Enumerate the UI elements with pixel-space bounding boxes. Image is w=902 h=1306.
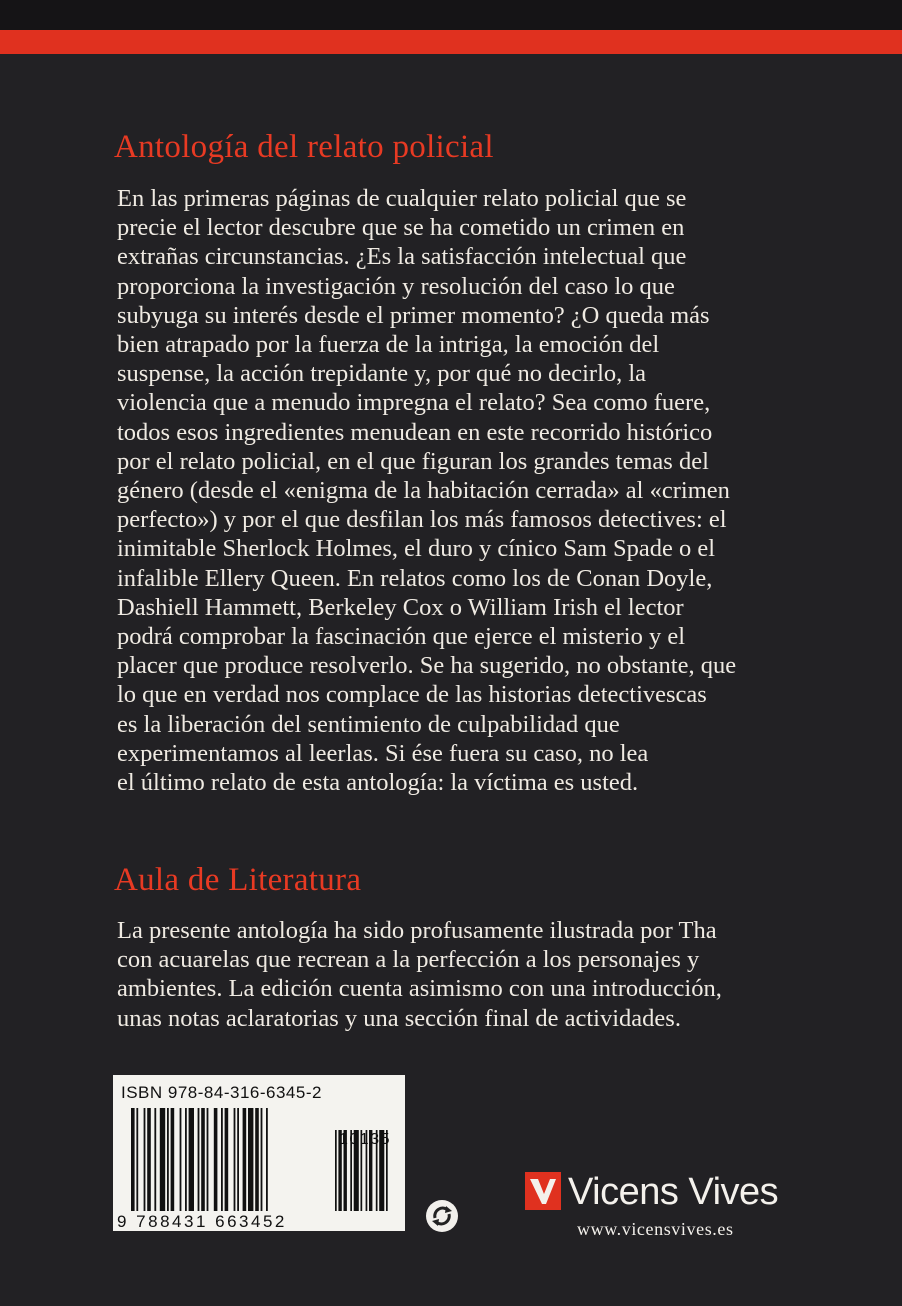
ean-number: 9 788431 663452 (117, 1212, 287, 1231)
antologia-text-line: perfecto») y por el que desfilan los más famosos detectives: el (117, 506, 727, 534)
antologia-text-line: extrañas circunstancias. ¿Es la satisfacción intelectual que (117, 243, 687, 271)
antologia-text-line: el último relato de esta antología: la víctima es usted. (117, 769, 639, 797)
red-stripe (0, 30, 902, 54)
aula-text-line: La presente antología ha sido profusamente ilustrada por Tha (117, 917, 717, 944)
isbn-text: ISBN 978-84-316-6345-2 (121, 1083, 322, 1102)
section-title-antologia: Antología del relato policial (114, 129, 494, 165)
antologia-text-line: todos esos ingredientes menudean en este recorrido histórico (117, 418, 713, 446)
antologia-text-line: género (desde el «enigma de la habitación cerrada» al «crimen (117, 477, 730, 505)
antologia-text-line: proporciona la investigación y resolución del caso lo que (117, 272, 675, 300)
antologia-text-line: inimitable Sherlock Holmes, el duro y cínico Sam Spade o el (117, 535, 716, 563)
antologia-text-line: lo que en verdad nos complace de las historias detectivescas (117, 681, 707, 709)
antologia-text-line: infalible Ellery Queen. En relatos como los de Conan Doyle, (117, 564, 713, 592)
top-border (0, 0, 902, 30)
publisher-url: www.vicensvives.es (577, 1219, 734, 1239)
section-body-aula (117, 916, 817, 1033)
aula-text-line: unas notas aclaratorias y una sección final de actividades. (117, 1004, 681, 1032)
section-title-aula: Aula de Literatura (114, 862, 362, 898)
antologia-text-line: subyuga su interés desde el primer momento? ¿O queda más (117, 301, 710, 329)
antologia-text-line: precie el lector descubre que se ha cometido un crimen en (117, 214, 685, 242)
antologia-text-line: bien atrapado por la fuerza de la intriga, la emoción del (117, 331, 660, 359)
aula-text-line: ambientes. La edición cuenta asimismo con una introducción, (117, 975, 722, 1003)
vicens-vives-logo-icon (525, 1172, 561, 1210)
antologia-text-line: Dashiell Hammett, Berkeley Cox o William Irish el lector (117, 593, 684, 621)
antologia-text-line: placer que produce resolverlo. Se ha sugerido, no obstante, que (117, 652, 737, 680)
antologia-text-line: violencia que a menudo impregna el relato? Sea como fuere, (117, 389, 711, 417)
barcode-addon: 10135 (339, 1131, 391, 1148)
barcode-label (113, 1075, 405, 1231)
antologia-text-line: podrá comprobar la fascinación que ejerce el misterio y el (117, 623, 686, 651)
recycle-icon (424, 1198, 460, 1234)
publisher-name: Vicens Vives (568, 1171, 779, 1213)
aula-text-line: con acuarelas que recrean a la perfección a los personajes y (117, 946, 700, 974)
antologia-text-line: experimentamos al leerlas. Si ése fuera su caso, no lea (117, 739, 649, 767)
barcode-bars (131, 1108, 401, 1211)
antologia-text-line: suspense, la acción trepidante y, por qué no decirlo, la (117, 360, 647, 388)
antologia-text-line: por el relato policial, en el que figuran los grandes temas del (117, 447, 709, 475)
antologia-text-line: es la liberación del sentimiento de culpabilidad que (117, 710, 620, 738)
section-body-antologia (117, 184, 817, 797)
antologia-text-line: En las primeras páginas de cualquier relato policial que se (117, 185, 687, 212)
